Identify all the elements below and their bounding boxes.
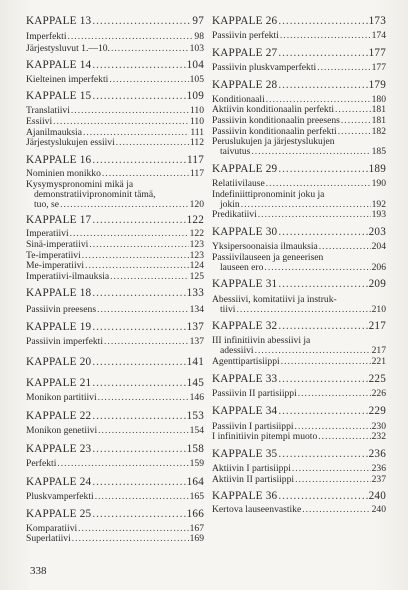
toc-right-column [212,16,386,515]
dot-leader [60,200,189,210]
page-ref: 125 [189,270,204,282]
page-ref: 240 [371,504,386,516]
entry-title: Järjestyslukujen essiivi [26,137,115,149]
dot-leader [241,200,371,210]
dot-leader [318,432,370,442]
entry-title: Superlatiivi [26,533,71,545]
entry-title: Relatiivilause [212,178,265,190]
dot-leader [111,44,189,54]
dot-leader [71,106,189,116]
page-ref: 185 [371,146,386,158]
page-ref: 237 [371,473,386,485]
dot-leader [317,63,370,73]
toc-entry [26,337,204,347]
page-ref: 133 [186,287,204,300]
page-ref: 122 [186,214,204,227]
dot-leader [82,251,189,261]
dot-leader [295,422,371,432]
toc-chapter-heading [212,164,386,175]
toc-chapter-heading [26,509,204,520]
page-ref: 179 [368,78,386,91]
entry-title: Aktiivin I partisiippi [212,463,291,475]
dot-leader [92,357,185,368]
dot-leader [95,492,189,502]
chapter-title: KAPPALE 25 [26,508,92,521]
toc-entry [26,272,204,282]
chapter-title: KAPPALE 29 [212,162,278,175]
page-ref: 226 [371,387,386,399]
page-ref: 167 [189,522,204,534]
dot-leader [92,378,185,389]
entry-title: Kielteinen imperfekti [26,73,109,85]
dot-leader [278,48,367,59]
toc-entry [212,505,386,515]
toc-entry-text: Passiivilauseen ja geneerisen [212,251,324,263]
page-ref: 165 [189,490,204,502]
dot-leader [92,509,185,520]
page-ref: 203 [368,225,386,238]
toc-entry [26,393,204,403]
toc-chapter-heading [212,406,386,417]
toc-entry-text: demonstratiivipronominit tämä, [34,188,156,200]
dot-leader [298,389,371,399]
page-ref: 206 [371,261,386,273]
chapter-title: KAPPALE 30 [212,225,278,238]
entry-title: Monikon genetiivi [26,425,98,437]
chapter-title: KAPPALE 23 [26,442,92,455]
entry-title: Translatiivi [26,105,70,117]
page-ref: 109 [186,90,204,103]
dot-leader [278,491,367,502]
toc-entry-text: Peruslukujen ja järjestyslukujen [212,136,335,148]
entry-title: Te-imperatiivi [26,249,81,261]
dot-leader [278,80,367,91]
page-ref: 104 [186,59,204,72]
dot-leader [83,128,189,138]
page-ref: 217 [371,345,386,357]
page-ref: 236 [371,463,386,475]
entry-title: Passiivin II partisiippi [212,387,297,399]
toc-entry [26,200,204,210]
page-ref: 177 [368,46,386,59]
toc-chapter-heading [26,411,204,422]
dot-leader [57,459,188,469]
toc-entry-text: Abessiivi, komitatiivi ja instruk- [212,293,337,305]
dot-leader [72,534,189,544]
toc-entry [212,210,386,220]
toc-chapter-heading [26,215,204,226]
entry-title: Nominien monikko [26,167,101,179]
page-ref: 210 [371,303,386,315]
toc-entry [212,200,386,210]
dot-leader [338,127,371,137]
toc-chapter-heading [26,444,204,455]
dot-leader [266,179,371,189]
entry-title: Monikon partitiivi [26,392,97,404]
dot-leader [341,116,371,126]
chapter-title: KAPPALE 28 [212,78,278,91]
entry-title: Passiivin perfekti [212,30,279,42]
toc-entry [212,305,386,315]
page-ref: 177 [371,62,386,73]
dot-leader [278,374,367,385]
page-ref: 182 [371,125,386,137]
chapter-title: KAPPALE 14 [26,59,92,72]
dot-leader [278,449,367,460]
chapter-title: KAPPALE 24 [26,475,92,488]
chapter-title: KAPPALE 15 [26,90,92,103]
dot-leader [319,242,371,252]
page-ref: 154 [189,425,204,437]
dot-leader [92,411,185,422]
dot-leader [109,75,188,85]
page-number: 338 [30,565,47,577]
toc-chapter-heading [212,80,386,91]
toc-entry [212,346,386,356]
page-ref: 158 [186,442,204,455]
entry-title: I infinitiivin pitempi muoto [212,431,318,443]
dot-leader [264,263,370,273]
page-ref: 145 [186,377,204,390]
chapter-title: KAPPALE 21 [26,377,92,390]
dot-leader [89,240,188,250]
dot-leader [92,477,185,488]
dot-leader [98,426,188,436]
entry-title: Perfekti [26,458,57,470]
toc-entry [26,459,204,469]
dot-leader [110,272,188,282]
toc-entry [212,464,386,474]
page-ref: 230 [371,420,386,432]
chapter-title: KAPPALE 18 [26,287,92,300]
dot-leader [92,60,185,71]
toc-entry [26,32,204,42]
page-ref: 217 [368,320,386,333]
chapter-title: KAPPALE 16 [26,153,92,166]
toc-chapter-heading [26,378,204,389]
page-ref: 174 [371,30,386,42]
toc-entry-text: Kysymyspronomini mikä ja [26,178,134,190]
toc-entry [26,251,204,261]
page-ref: 190 [371,178,386,190]
dot-leader [92,215,185,226]
entry-title: Sinä-imperatiivi [26,239,89,251]
page-ref: 103 [189,42,204,54]
toc-entry [26,169,204,179]
dot-leader [98,393,189,403]
dot-leader [70,229,189,239]
dot-leader [302,505,370,515]
page-ref: 181 [371,114,386,126]
dot-leader [97,305,189,315]
toc-entry [212,31,386,41]
toc-entry [26,524,204,534]
dot-leader [92,322,185,333]
dot-leader [278,164,367,175]
chapter-title: KAPPALE 27 [212,46,278,59]
entry-title: Predikatiivi [212,209,257,221]
page-ref: 98 [194,31,204,43]
page-ref: 120 [189,198,204,210]
page-ref: 229 [368,405,386,418]
toc-entry [212,127,386,137]
chapter-title: KAPPALE 31 [212,278,278,291]
page-ref: 122 [189,228,204,240]
page-ref: 221 [371,356,386,368]
toc-entry [212,422,386,432]
page-ref: 209 [368,278,386,291]
toc-chapter-heading [26,60,204,71]
toc-entry [212,63,386,73]
page-ref: 180 [371,93,386,105]
toc-entry [212,263,386,273]
dot-leader [292,464,371,474]
page-ref: 189 [368,162,386,175]
page-ref: 173 [368,15,386,27]
page-ref: 232 [371,431,386,443]
page-ref: 166 [186,508,204,521]
entry-title: Passiivin pluskvamperfekti [212,62,317,73]
entry-title: Aktiivin konditionaalin perfekti [212,104,335,116]
dot-leader [278,16,367,27]
entry-title: Passiivin preesens [26,303,97,315]
toc-entry [26,106,204,116]
dot-leader [251,147,370,157]
dot-leader [255,346,371,356]
page-ref: 137 [189,336,204,348]
page-ref: 141 [186,356,204,369]
entry-title: Agenttipartisiippi [212,356,280,368]
entry-title: Passiivin I partisiippi [212,420,294,432]
entry-title: Pluskvamperfekti [26,490,94,502]
toc-entry [212,116,386,126]
dot-leader [278,406,367,417]
toc-entry [212,475,386,485]
toc-entry [212,242,386,252]
entry-title: Kertova lauseenvastike [212,504,302,516]
toc-chapter-heading [212,491,386,502]
toc-entry [26,240,204,250]
dot-leader [53,117,189,127]
page-ref: 159 [189,458,204,470]
dot-leader [266,95,371,105]
entry-title: Ajanilmauksia [26,126,82,138]
page-ref: 105 [189,73,204,85]
dot-leader [78,524,188,534]
dot-leader [68,32,194,42]
entry-title: Komparatiivi [26,522,78,534]
toc-entry [26,261,204,271]
chapter-title: KAPPALE 33 [212,372,278,385]
entry-title: Yksipersoonaisia ilmauksia [212,241,318,253]
chapter-title: KAPPALE 20 [26,356,92,369]
toc-chapter-heading [212,16,386,27]
dot-leader [92,288,185,299]
toc-entry [26,117,204,127]
toc-entry [26,44,204,54]
dot-leader [280,31,371,41]
toc-entry [212,105,386,115]
page-ref: 164 [186,475,204,488]
entry-title: taivutus [220,146,251,158]
entry-title: Passiivin konditionaalin preesens [212,114,340,126]
entry-title: lauseen ero [220,261,264,273]
page-ref: 193 [371,209,386,221]
page-ref: 181 [371,104,386,116]
toc-chapter-heading [26,357,204,368]
chapter-title: KAPPALE 34 [212,405,278,418]
chapter-title: KAPPALE 17 [26,214,92,227]
toc-chapter-heading [212,321,386,332]
entry-title: Passiivin konditionaalin perfekti [212,125,337,137]
dot-leader [295,475,371,485]
dot-leader [278,279,367,290]
page-ref: 112 [189,137,204,149]
toc-entry [26,75,204,85]
toc-chapter-heading [26,16,204,27]
toc-entry [26,229,204,239]
dot-leader [92,16,191,27]
toc-chapter-heading [212,227,386,238]
page-ref: 110 [189,115,204,127]
entry-title: Imperatiivi-ilmauksia [26,270,110,282]
dot-leader [278,321,367,332]
toc-entry-text: III infinitiivin abessiivi ja [212,335,311,347]
entry-title: Me-imperatiivi [26,260,85,272]
page-ref: 97 [192,15,204,27]
dot-leader [92,155,186,166]
page-ref: 169 [189,533,204,545]
toc-entry [212,357,386,367]
page-ref: 134 [189,303,204,315]
toc-chapter-heading [26,477,204,488]
toc-entry [212,432,386,442]
page-ref: 123 [189,249,204,261]
entry-title: Järjestysluvut 1.—10. [26,42,110,54]
toc-entry [26,305,204,315]
toc-entry-text: Indefiniittipronominit joku ja [212,188,325,200]
toc-entry [212,389,386,399]
page-ref: 146 [189,392,204,404]
page-ref: 153 [186,410,204,423]
toc-chapter-heading [212,48,386,59]
toc-entry [212,147,386,157]
dot-leader [116,138,189,148]
entry-title: Imperatiivi [26,228,69,240]
toc-entry [26,426,204,436]
entry-title: tuo, se [34,198,60,210]
page-ref: 225 [368,372,386,385]
toc-entry [212,179,386,189]
toc-chapter-heading [26,155,204,166]
chapter-title: KAPPALE 26 [212,15,278,27]
chapter-title: KAPPALE 35 [212,447,278,460]
dot-leader [335,105,371,115]
page-ref: 111 [190,126,204,138]
entry-title: adessiivi [220,345,254,357]
toc-chapter-heading [212,374,386,385]
page-ref: 124 [189,260,204,272]
dot-leader [92,444,185,455]
toc-entry [26,138,204,148]
toc-entry [26,492,204,502]
entry-title: Konditionaali [212,93,265,105]
page-ref: 137 [186,321,204,334]
chapter-title: KAPPALE 36 [212,490,278,503]
page-ref: 117 [189,167,204,179]
page-ref: 204 [371,241,386,253]
page-ref: 110 [189,105,204,117]
dot-leader [102,169,189,179]
chapter-title: KAPPALE 22 [26,410,92,423]
entry-title: Passiivin imperfekti [26,336,104,348]
toc-entry [26,534,204,544]
entry-title: Essiivi [26,115,53,127]
toc-chapter-heading [26,322,204,333]
chapter-title: KAPPALE 32 [212,320,278,333]
dot-leader [281,357,371,367]
toc-entry [26,128,204,138]
entry-title: jokin [220,198,240,210]
page-ref: 123 [189,239,204,251]
page-ref: 192 [371,198,386,210]
entry-title: Aktiivin II partisiippi [212,473,295,485]
toc-entry [212,95,386,105]
toc-left-column [26,16,204,544]
chapter-title: KAPPALE 13 [26,15,92,27]
dot-leader [104,337,189,347]
dot-leader [92,91,185,102]
toc-chapter-heading [212,449,386,460]
entry-title: tiivi [220,303,236,315]
dot-leader [85,261,189,271]
page-ref: 240 [368,490,386,503]
toc-chapter-heading [26,91,204,102]
toc-chapter-heading [212,279,386,290]
toc-chapter-heading [26,288,204,299]
page-ref: 236 [368,447,386,460]
dot-leader [236,305,370,315]
dot-leader [258,210,371,220]
dot-leader [278,227,367,238]
chapter-title: KAPPALE 19 [26,321,92,334]
entry-title: Imperfekti [26,31,67,43]
page-ref: 117 [187,153,204,166]
